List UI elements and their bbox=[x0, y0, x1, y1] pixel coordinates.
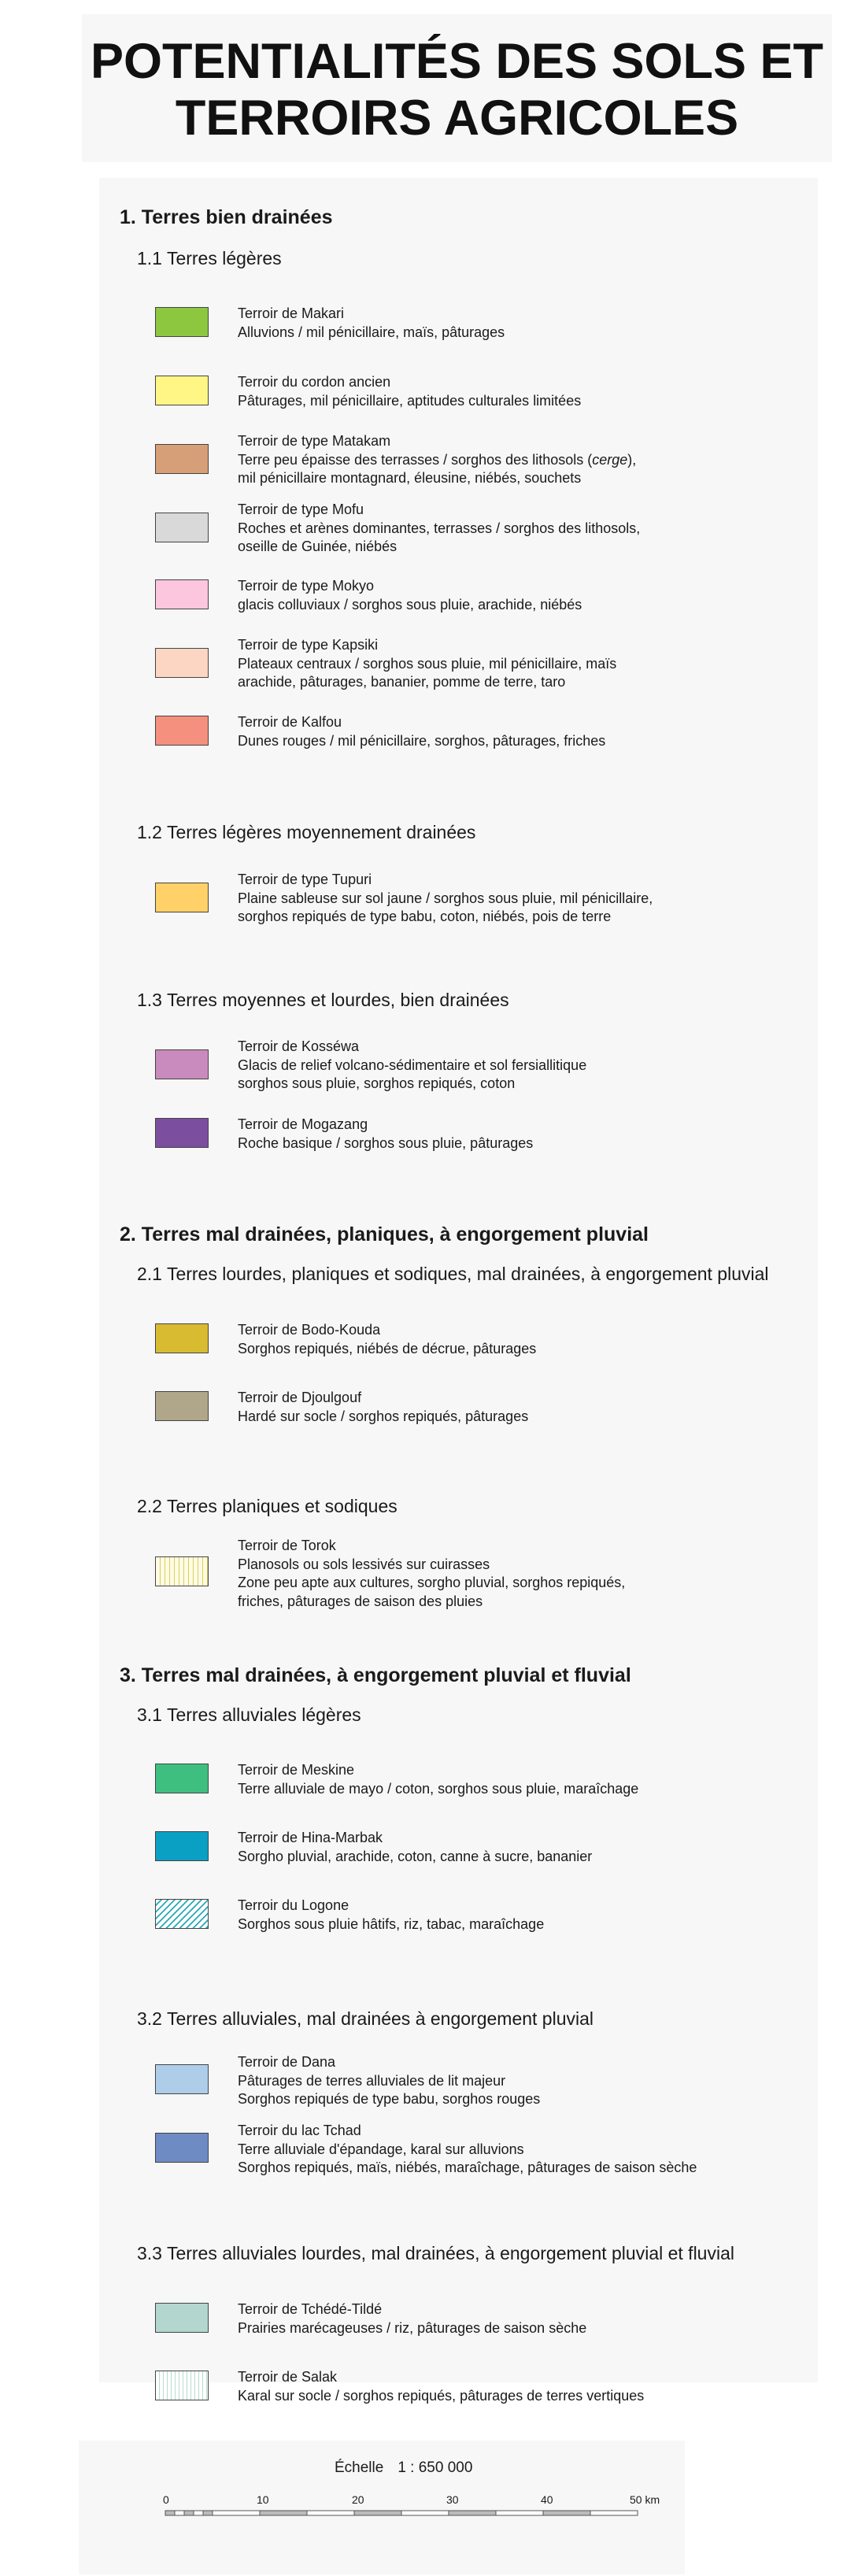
entry-name: Terroir de Bodo-Kouda bbox=[238, 1322, 381, 1338]
entry-name: Terroir de Mogazang bbox=[238, 1116, 368, 1132]
entry-desc: glacis colluviaux / sorghos sous pluie, arachide, niébés bbox=[238, 596, 582, 613]
swatch-bodo-kouda bbox=[155, 1323, 209, 1353]
entry-desc-italic: cerge bbox=[592, 451, 628, 468]
swatch-makari bbox=[155, 307, 209, 337]
swatch-torok bbox=[155, 1556, 209, 1586]
entry-desc: Roches et arènes dominantes, terrasses / sorghos des lithosols, bbox=[238, 520, 641, 536]
entry-desc: arachide, pâturages, bananier, pomme de terre, taro bbox=[238, 674, 566, 690]
entry-name: Terroir de Meskine bbox=[238, 1762, 355, 1778]
entry-desc: Sorghos repiqués de type babu, sorghos rouges bbox=[238, 2091, 541, 2107]
entry-desc: Hardé sur socle / sorghos repiqués, pâturages bbox=[238, 1408, 529, 1424]
swatch-cordon bbox=[155, 376, 209, 405]
entry-name: Terroir du Logone bbox=[238, 1897, 349, 1913]
entry-desc-part: Terre peu épaisse des terrasses / sorghos des lithosols ( bbox=[238, 451, 593, 468]
scale-segment bbox=[307, 2511, 354, 2515]
entry-name: Terroir de type Kapsiki bbox=[238, 637, 379, 653]
entry-desc-part: ), bbox=[627, 451, 637, 468]
scale-tick-label: 40 bbox=[541, 2493, 553, 2506]
swatch-lac-tchad bbox=[155, 2133, 209, 2163]
swatch-logone bbox=[155, 1899, 209, 1929]
swatch-kapsiki bbox=[155, 648, 209, 678]
scale-segment bbox=[496, 2511, 543, 2515]
subsection-1-1-title: 1.1 Terres légères bbox=[137, 248, 282, 268]
swatch-dana bbox=[155, 2064, 209, 2094]
entry-name: Terroir de Kosséwa bbox=[238, 1038, 360, 1054]
entry-name: Terroir de type Matakam bbox=[238, 433, 391, 449]
entry-name: Terroir de Torok bbox=[238, 1538, 336, 1553]
scale-tick-label: 10 bbox=[257, 2493, 269, 2506]
swatch-salak bbox=[155, 2371, 209, 2400]
entry-name: Terroir de Tchédé-Tildé bbox=[238, 2301, 383, 2317]
entry-name: Terroir de type Mokyo bbox=[238, 578, 375, 594]
scale-segment bbox=[449, 2511, 496, 2515]
entry-name: Terroir de Makari bbox=[238, 305, 345, 321]
scale-tick-label: 30 bbox=[446, 2493, 459, 2506]
entry-desc: Plateaux centraux / sorghos sous pluie, mil pénicillaire, maïs bbox=[238, 655, 617, 672]
scale-segment bbox=[260, 2511, 307, 2515]
scale-segment bbox=[543, 2511, 590, 2515]
entry-desc: Sorghos repiqués, niébés de décrue, pâturages bbox=[238, 1340, 537, 1356]
section-3-title: 3. Terres mal drainées, à engorgement pluvial et fluvial bbox=[120, 1664, 631, 1686]
entry-desc: sorghos repiqués de type babu, coton, niébés, pois de terre bbox=[238, 909, 612, 924]
scale-segment bbox=[203, 2511, 213, 2515]
scale-tick-label: 20 bbox=[352, 2493, 364, 2506]
entry-desc: sorghos sous pluie, sorghos repiqués, coton bbox=[238, 1075, 516, 1091]
scale-label: Échelle bbox=[335, 2459, 384, 2476]
entry-desc: Dunes rouges / mil pénicillaire, sorghos, pâturages, friches bbox=[238, 732, 606, 749]
swatch-hina-marbak bbox=[155, 1831, 209, 1861]
entry-name: Terroir de Kalfou bbox=[238, 714, 342, 730]
entry-name: Terroir de Dana bbox=[238, 2054, 336, 2070]
scale-tick-label: 0 bbox=[163, 2493, 169, 2506]
scale-title bbox=[335, 2459, 472, 2477]
entry-name: Terroir de Salak bbox=[238, 2369, 338, 2385]
subsection-1-3-title: 1.3 Terres moyennes et lourdes, bien drainées bbox=[137, 990, 509, 1010]
entry-desc: Sorghos repiqués, maïs, niébés, maraîchage, pâturages de saison sèche bbox=[238, 2160, 697, 2175]
entry-desc: mil pénicillaire montagnard, éleusine, niébés, souchets bbox=[238, 470, 582, 486]
scale-segment bbox=[401, 2511, 449, 2515]
title-box bbox=[82, 14, 832, 162]
swatch-kossewa bbox=[155, 1049, 209, 1079]
scale-tick-label: 50 km bbox=[630, 2493, 660, 2506]
scale-ratio: 1 : 650 000 bbox=[397, 2459, 473, 2476]
entry-desc: Terre alluviale de mayo / coton, sorghos sous pluie, maraîchage bbox=[238, 1780, 639, 1797]
subsection-1-2-title: 1.2 Terres légères moyennement drainées bbox=[137, 822, 476, 842]
swatch-matakam bbox=[155, 444, 209, 474]
swatch-mofu bbox=[155, 513, 209, 542]
subsection-3-3-title: 3.3 Terres alluviales lourdes, mal drainées, à engorgement pluvial et fluvial bbox=[137, 2243, 734, 2263]
entry-desc: Terre alluviale d'épandage, karal sur alluvions bbox=[238, 2141, 524, 2157]
entry-desc: Sorghos sous pluie hâtifs, riz, tabac, maraîchage bbox=[238, 1915, 545, 1932]
entry-desc: Zone peu apte aux cultures, sorgho pluvial, sorghos repiqués, bbox=[238, 1575, 626, 1590]
swatch-kalfou bbox=[155, 716, 209, 746]
section-1-title: 1. Terres bien drainées bbox=[120, 206, 333, 228]
entry-desc: Roche basique / sorghos sous pluie, pâturages bbox=[238, 1134, 534, 1151]
scale-segment bbox=[354, 2511, 401, 2515]
subsection-3-2-title: 3.2 Terres alluviales, mal drainées à engorgement pluvial bbox=[137, 2008, 594, 2029]
title-line-2: TERROIRS AGRICOLES bbox=[175, 91, 739, 146]
entry-desc: Pâturages, mil pénicillaire, aptitudes culturales limitées bbox=[238, 392, 582, 409]
title-line-1: POTENTIALITÉS DES SOLS ET bbox=[90, 34, 824, 89]
entry-desc: Karal sur socle / sorghos repiqués, pâturages de terres vertiques bbox=[238, 2387, 645, 2404]
entry-desc: Alluvions / mil pénicillaire, maïs, pâturages bbox=[238, 324, 505, 340]
entry-desc: Pâturages de terres alluviales de lit majeur bbox=[238, 2072, 506, 2089]
swatch-tchede-tilde bbox=[155, 2303, 209, 2333]
entry-name: Terroir de type Tupuri bbox=[238, 872, 372, 887]
subsection-2-2-title: 2.2 Terres planiques et sodiques bbox=[137, 1496, 397, 1516]
entry-name: Terroir du lac Tchad bbox=[238, 2123, 361, 2138]
section-2-title: 2. Terres mal drainées, planiques, à engorgement pluvial bbox=[120, 1223, 649, 1245]
scale-segment bbox=[590, 2511, 638, 2515]
entry-name: Terroir de Djoulgouf bbox=[238, 1390, 362, 1405]
scale-segment bbox=[213, 2511, 260, 2515]
entry-desc: friches, pâturages de saison des pluies bbox=[238, 1593, 483, 1609]
entry-desc: Prairies marécageuses / riz, pâturages de saison sèche bbox=[238, 2319, 587, 2336]
swatch-tupuri bbox=[155, 883, 209, 912]
entry-desc: oseille de Guinée, niébés bbox=[238, 539, 397, 554]
swatch-mokyo bbox=[155, 579, 209, 609]
scale-bar bbox=[157, 2506, 661, 2522]
swatch-mogazang bbox=[155, 1118, 209, 1148]
swatch-djoulgouf bbox=[155, 1391, 209, 1421]
entry-desc: Glacis de relief volcano-sédimentaire et sol fersiallitique bbox=[238, 1057, 587, 1073]
entry-desc bbox=[238, 451, 804, 470]
subsection-3-1-title: 3.1 Terres alluviales légères bbox=[137, 1704, 361, 1725]
swatch-meskine bbox=[155, 1764, 209, 1793]
entry-name: Terroir du cordon ancien bbox=[238, 374, 391, 390]
subsection-2-1-title: 2.1 Terres lourdes, planiques et sodiques, mal drainées, à engorgement pluvial bbox=[137, 1264, 769, 1284]
entry-desc: Plaine sableuse sur sol jaune / sorghos sous pluie, mil pénicillaire, bbox=[238, 890, 653, 906]
entry-desc: Sorgho pluvial, arachide, coton, canne à sucre, bananier bbox=[238, 1848, 593, 1864]
scale-segment bbox=[184, 2511, 194, 2515]
entry-name: Terroir de Hina-Marbak bbox=[238, 1830, 383, 1845]
entry-name: Terroir de type Mofu bbox=[238, 502, 364, 517]
entry-desc: Planosols ou sols lessivés sur cuirasses bbox=[238, 1556, 490, 1572]
scale-segment bbox=[165, 2511, 175, 2515]
